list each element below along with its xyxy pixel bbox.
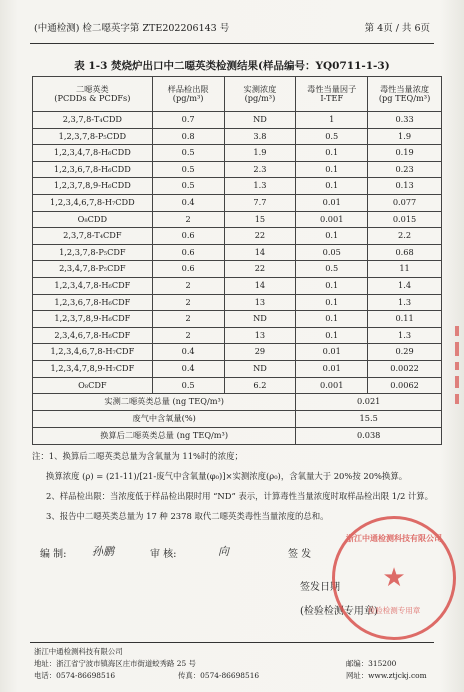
header-measured-conc	[224, 77, 296, 112]
table-cell: 0.29	[368, 344, 442, 361]
header-text: (pg/m³)	[244, 93, 276, 103]
table-cell: 0.01	[296, 194, 368, 211]
table-cell: 1,2,3,7,8,9-H₆CDD	[33, 178, 153, 195]
summary-row	[33, 428, 442, 445]
table-cell: 0.01	[296, 344, 368, 361]
table-cell: 1,2,3,6,7,8-H₆CDD	[33, 161, 153, 178]
summary-label: 换算后二噁英类总量 (ng TEQ/m³)	[33, 428, 296, 445]
header-text: 实测浓度	[243, 83, 277, 94]
table-cell: 0.1	[296, 178, 368, 195]
table-cell: 1,2,3,4,7,8-H₆CDD	[33, 145, 153, 162]
table-cell: 1,2,3,7,8,9-H₆CDF	[33, 311, 153, 328]
seal-star-icon: ★	[382, 563, 406, 593]
table-cell: 2	[152, 211, 224, 228]
page-number: 第 4页 / 共 6页	[364, 23, 430, 34]
table-cell: 1,2,3,4,7,8,9-H₇CDF	[33, 360, 153, 377]
table-row	[33, 360, 442, 377]
footer-website: 网址：www.ztjckj.com	[346, 671, 427, 680]
note-3: 3、报告中二噁英类总量为 17 种 2378 取代二噁英类毒性当量浓度的总和。	[46, 511, 329, 521]
table-row	[33, 294, 442, 311]
table-cell: 2	[152, 277, 224, 294]
notes-block	[32, 446, 447, 526]
review-signature: 向	[218, 545, 229, 558]
summary-value: 0.021	[296, 394, 442, 411]
header-text: 样品检出限	[167, 83, 209, 94]
edit-signature: 孙鹏	[92, 545, 114, 558]
table-header-row	[33, 77, 442, 112]
table-cell: 2,3,4,7,8-P₅CDF	[33, 261, 153, 278]
report-number: (中通检测) 检二噁英字第 ZTE202206143 号	[34, 23, 230, 34]
table-cell: 0.11	[368, 311, 442, 328]
table-cell: 1,2,3,4,6,7,8-H₇CDD	[33, 194, 153, 211]
stamp-caption: (检验检测专用章)	[300, 606, 378, 617]
table-cell: 0.8	[152, 128, 224, 145]
table-cell: 0.1	[296, 277, 368, 294]
table-row	[33, 261, 442, 278]
table-cell: 0.0062	[368, 377, 442, 394]
header-detection-limit	[152, 77, 224, 112]
results-table	[32, 76, 442, 445]
table-cell: 0.05	[296, 244, 368, 261]
table-cell: 13	[224, 327, 296, 344]
table-row	[33, 178, 442, 195]
table-cell: 2,3,4,6,7,8-H₆CDF	[33, 327, 153, 344]
table-cell: 1.4	[368, 277, 442, 294]
summary-label: 实测二噁英类总量 (ng TEQ/m³)	[33, 394, 296, 411]
table-cell: 7.7	[224, 194, 296, 211]
edit-label: 编 制:	[40, 549, 67, 560]
footer-company: 浙江中通检测科技有限公司	[34, 647, 123, 656]
table-row	[33, 228, 442, 245]
table-cell: 2	[152, 327, 224, 344]
table-cell: 1,2,3,7,8-P₅CDF	[33, 244, 153, 261]
table-cell: 0.13	[368, 178, 442, 195]
table-cell: 2	[152, 294, 224, 311]
table-cell: 1	[296, 112, 368, 129]
footer-rule	[30, 642, 434, 643]
table-cell: 0.6	[152, 244, 224, 261]
note-1-formula: 换算浓度 (ρ) = (21-11)/[21-废气中含氧量(φ₀)]×实测浓度(ρ₀)，含氧量大于 20%按 20%换算。	[46, 471, 408, 481]
header-text: 毒性当量因子	[307, 83, 357, 94]
table-row	[33, 194, 442, 211]
table-cell: 0.01	[296, 360, 368, 377]
table-cell: 0.1	[296, 294, 368, 311]
table-row	[33, 145, 442, 162]
table-cell: 11	[368, 261, 442, 278]
table-cell: 2	[152, 311, 224, 328]
official-seal	[332, 516, 456, 640]
table-cell: 0.1	[296, 327, 368, 344]
seal-org: 浙江中通检测科技有限公司	[346, 533, 442, 543]
table-cell: 1.9	[224, 145, 296, 162]
header-text: 毒性当量浓度	[379, 83, 430, 94]
table-cell: 0.077	[368, 194, 442, 211]
table-cell: 0.6	[152, 261, 224, 278]
table-row	[33, 344, 442, 361]
table-cell: 2,3,7,8-T₄CDF	[33, 228, 153, 245]
header-rule	[30, 43, 434, 44]
table-cell: 1,2,3,7,8-P₅CDD	[33, 128, 153, 145]
table-cell: 0.68	[368, 244, 442, 261]
table-cell: 1.3	[368, 294, 442, 311]
table-cell: 0.1	[296, 145, 368, 162]
footer-fax: 传真：0574-86698516	[178, 671, 260, 680]
table-cell: 2.2	[368, 228, 442, 245]
table-cell: 0.6	[152, 228, 224, 245]
table-cell: 0.001	[296, 211, 368, 228]
table-cell: 0.23	[368, 161, 442, 178]
header-tef	[296, 77, 368, 112]
table-cell: 0.5	[296, 261, 368, 278]
table-cell: ND	[224, 311, 296, 328]
header-congener	[33, 77, 153, 112]
table-cell: 1,2,3,4,7,8-H₆CDF	[33, 277, 153, 294]
table-cell: 1,2,3,4,6,7,8-H₇CDF	[33, 344, 153, 361]
issue-date-label: 签发日期	[300, 582, 340, 593]
table-cell: 0.4	[152, 360, 224, 377]
table-cell: 0.5	[152, 145, 224, 162]
table-cell: 14	[224, 277, 296, 294]
table-cell: 3.8	[224, 128, 296, 145]
table-cell: 29	[224, 344, 296, 361]
table-cell: 0.0022	[368, 360, 442, 377]
table-cell: 0.1	[296, 311, 368, 328]
header-text: I-TEF	[320, 93, 344, 103]
table-cell: 0.1	[296, 161, 368, 178]
note-2: 2、样品检出限：当浓度低于样品检出限时用 “ND” 表示，计算毒性当量浓度时取样品检出限 1/2 计算。	[46, 491, 434, 501]
table-row	[33, 112, 442, 129]
table-cell: 0.4	[152, 344, 224, 361]
table-cell: ND	[224, 360, 296, 377]
review-label: 审 核:	[150, 549, 177, 560]
table-cell: 2,3,7,8-T₄CDD	[33, 112, 153, 129]
table-cell: 22	[224, 261, 296, 278]
table-cell: 0.5	[152, 377, 224, 394]
table-cell: 0.001	[296, 377, 368, 394]
summary-value: 15.5	[296, 411, 442, 428]
table-title: 表 1-3 焚烧炉出口中二噁英类检测结果(样品编号：YQ0711-1-3)	[74, 60, 390, 72]
table-cell: 6.2	[224, 377, 296, 394]
table-cell: 0.4	[152, 194, 224, 211]
header-text: (pg TEQ/m³)	[378, 93, 431, 103]
table-cell: 13	[224, 294, 296, 311]
header-teq	[368, 77, 442, 112]
table-cell: 0.19	[368, 145, 442, 162]
table-cell: 0.7	[152, 112, 224, 129]
table-cell: O₈CDF	[33, 377, 153, 394]
header-text: (PCDDs & PCDFs)	[54, 93, 131, 103]
table-cell: 22	[224, 228, 296, 245]
table-cell: 0.5	[296, 128, 368, 145]
table-cell: 2.3	[224, 161, 296, 178]
footer-address: 地址：浙江省宁波市镇海区庄市街道蛟秀路 25 号	[34, 659, 196, 668]
side-seal-marks	[452, 320, 462, 440]
table-cell: 1.3	[224, 178, 296, 195]
footer-phone: 电话：0574-86698516	[34, 671, 116, 680]
table-cell: 1.3	[368, 327, 442, 344]
seal-sub: 检验检测专用章	[367, 606, 421, 615]
table-cell: 0.5	[152, 161, 224, 178]
table-cell: 15	[224, 211, 296, 228]
table-row	[33, 161, 442, 178]
summary-row	[33, 411, 442, 428]
table-cell: 1.9	[368, 128, 442, 145]
table-cell: ND	[224, 112, 296, 129]
table-cell: 0.33	[368, 112, 442, 129]
table-row	[33, 311, 442, 328]
table-cell: 0.5	[152, 178, 224, 195]
table-cell: O₈CDD	[33, 211, 153, 228]
note-1: 注：1、换算后二噁英类总量为含氧量为 11%时的浓度；	[32, 451, 243, 461]
table-row	[33, 327, 442, 344]
table-cell: 0.1	[296, 228, 368, 245]
table-row	[33, 128, 442, 145]
table-cell: 14	[224, 244, 296, 261]
footer-postcode: 邮编：315200	[346, 659, 397, 668]
summary-label: 废气中含氧量(%)	[33, 411, 296, 428]
table-row	[33, 277, 442, 294]
summary-row	[33, 394, 442, 411]
issue-label: 签 发	[288, 549, 312, 560]
table-cell: 0.015	[368, 211, 442, 228]
summary-value: 0.038	[296, 428, 442, 445]
table-row	[33, 211, 442, 228]
table-row	[33, 377, 442, 394]
table-row	[33, 244, 442, 261]
header-text: 二噁英类	[75, 83, 109, 94]
header-text: (pg/m³)	[172, 93, 204, 103]
table-cell: 1,2,3,6,7,8-H₆CDF	[33, 294, 153, 311]
